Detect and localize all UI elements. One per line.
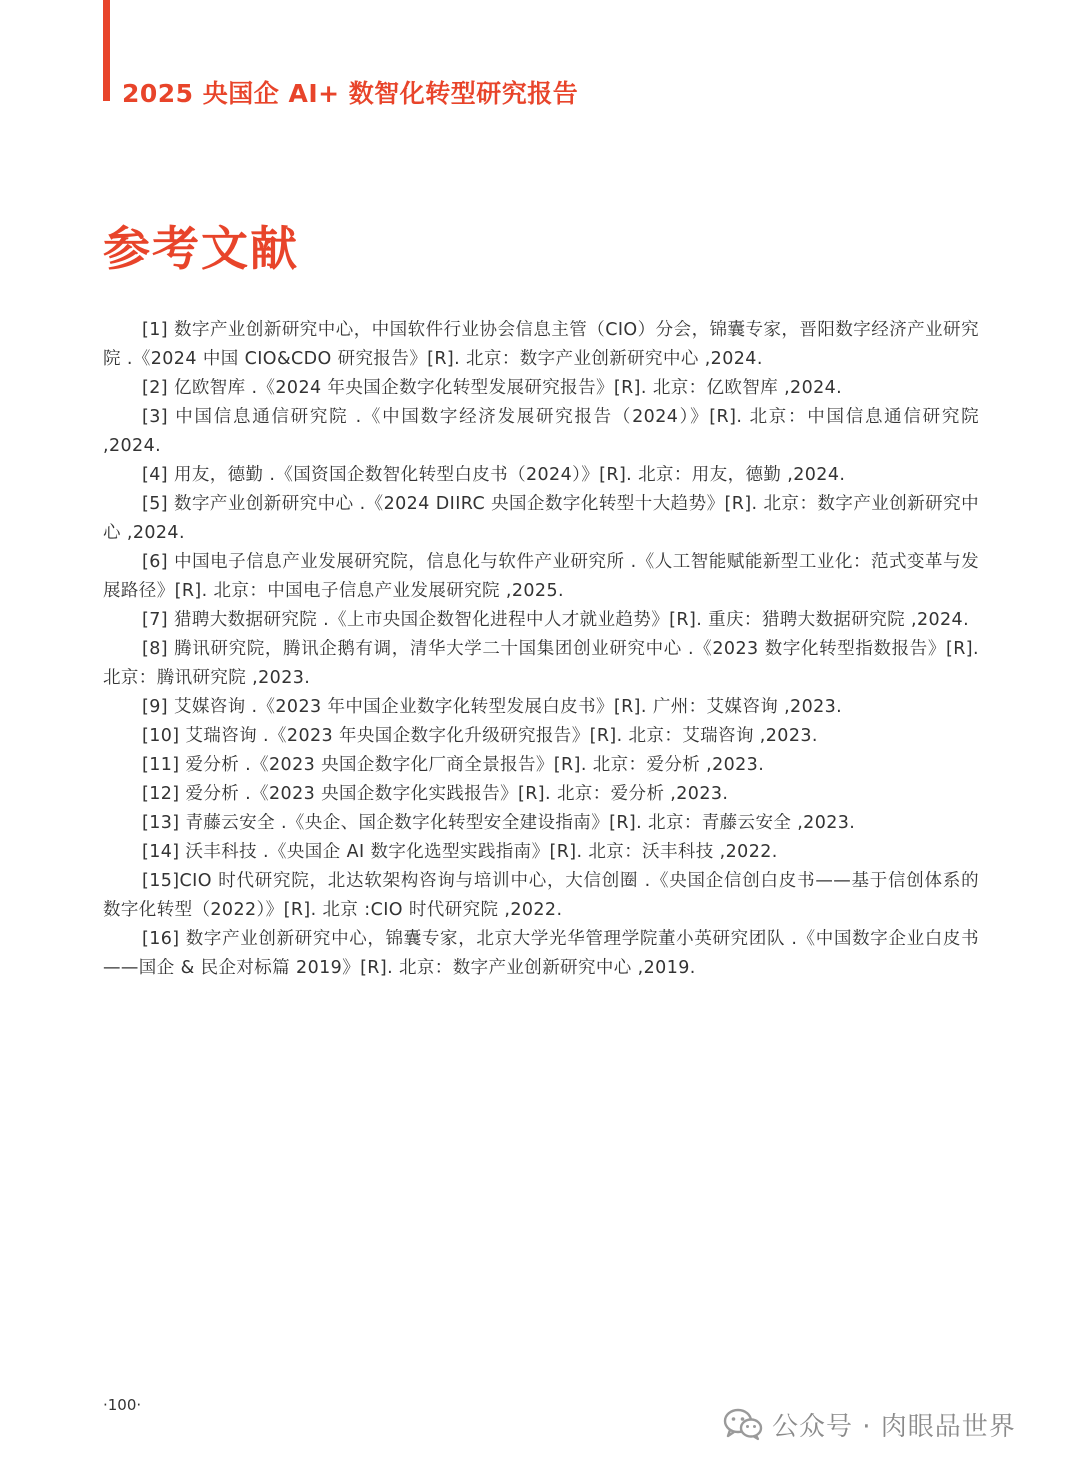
reference-item: [2] 亿欧智库 .《2024 年央国企数字化转型发展研究报告》[R]. 北京：亿欧智库 ,2024. [142,378,843,398]
reference-item: [7] 猎聘大数据研究院 .《上市央国企数智化进程中人才就业趋势》[R]. 重庆：猎聘大数据研究院 ,2024. [142,610,970,630]
reference-item: [11] 爱分析 .《2023 央国企数字化厂商全景报告》[R]. 北京：爱分析 ,2023. [142,755,765,775]
reference-item: [13] 青藤云安全 .《央企、国企数字化转型安全建设指南》[R]. 北京：青藤云安全 ,2023. [142,813,856,833]
page-number: ·100· [103,1396,142,1414]
reference-item: [14] 沃丰科技 .《央国企 AI 数字化选型实践指南》[R]. 北京：沃丰科技 ,2022. [142,842,778,862]
wechat-icon [722,1407,764,1441]
section-title: 参考文献 [103,222,299,277]
reference-item: [8] 腾讯研究院，腾讯企鹅有调，清华大学二十国集团创业研究中心 .《2023 数字化转型指数报告》[R]. 北京：腾讯研究院 ,2023. [103,639,979,688]
reference-list [103,316,979,983]
reference-item: [10] 艾瑞咨询 .《2023 年央国企数字化升级研究报告》[R]. 北京：艾瑞咨询 ,2023. [142,726,818,746]
reference-item: [9] 艾媒咨询 .《2023 年中国企业数字化转型发展白皮书》[R]. 广州：艾媒咨询 ,2023. [142,697,843,717]
reference-item: [3] 中国信息通信研究院 .《中国数字经济发展研究报告（2024）》[R]. 北京：中国信息通信研究院 ,2024. [103,407,979,456]
watermark-text: 公众号 · 肉眼品世界 [772,1411,1016,1442]
report-title: 2025 央国企 AI+ 数智化转型研究报告 [122,79,579,108]
reference-item: [4] 用友，德勤 .《国资国企数智化转型白皮书（2024）》[R]. 北京：用友，德勤 ,2024. [142,465,846,485]
reference-item: [16] 数字产业创新研究中心，锦囊专家，北京大学光华管理学院董小英研究团队 .《中国数字企业白皮书——国企 & 民企对标篇 2019》[R]. 北京：数字产业创新研究中心 ,2019. [103,929,979,978]
reference-item: [6] 中国电子信息产业发展研究院，信息化与软件产业研究所 .《人工智能赋能新型工业化：范式变革与发展路径》[R]. 北京：中国电子信息产业发展研究院 ,2025. [103,552,979,601]
reference-item: [1] 数字产业创新研究中心，中国软件行业协会信息主管（CIO）分会，锦囊专家，晋阳数字经济产业研究院 .《2024 中国 CIO&CDO 研究报告》[R]. 北京：数字产业创新研究中心 ,2024. [103,320,979,369]
header-accent-bar [103,0,110,101]
reference-item: [5] 数字产业创新研究中心 .《2024 DIIRC 央国企数字化转型十大趋势》[R]. 北京：数字产业创新研究中心 ,2024. [103,494,979,543]
watermark [722,1404,1016,1444]
reference-item: [12] 爱分析 .《2023 央国企数字化实践报告》[R]. 北京：爱分析 ,2023. [142,784,729,804]
reference-item: [15]CIO 时代研究院，北达软架构咨询与培训中心，大信创圈 .《央国企信创白皮书——基于信创体系的数字化转型（2022）》[R]. 北京 :CIO 时代研究院 ,2022. [103,871,979,920]
